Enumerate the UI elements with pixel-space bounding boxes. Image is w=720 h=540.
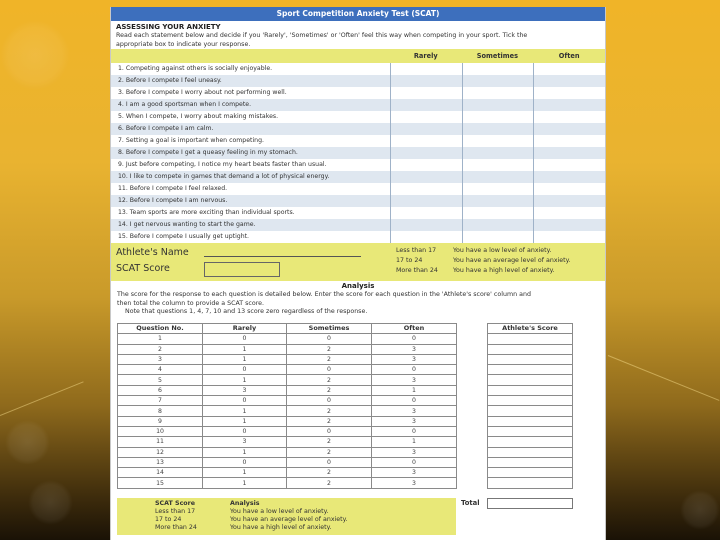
score-table-row xyxy=(118,416,457,426)
question-text: 10. I like to compete in games that demand a lot of physical energy. xyxy=(118,173,330,180)
question-row xyxy=(111,147,605,159)
athlete-score-row xyxy=(488,468,573,478)
total-field[interactable] xyxy=(487,498,573,509)
question-text: 9. Just before competing, I notice my heart beats faster than usual. xyxy=(118,161,327,168)
athlete-score-row xyxy=(488,354,573,364)
athlete-score-row xyxy=(488,344,573,354)
tick-box-sometimes[interactable] xyxy=(462,207,534,219)
athlete-score-header: Athlete's Score xyxy=(488,324,573,334)
question-row xyxy=(111,171,605,183)
scale-meaning: You have a low level of anxiety. xyxy=(453,247,552,254)
summary-meaning: You have a low level of anxiety. xyxy=(230,508,329,515)
athlete-score-row xyxy=(488,406,573,416)
cell-sometimes: 0 xyxy=(287,365,372,375)
tick-box-sometimes[interactable] xyxy=(462,231,534,243)
background-swoosh-line xyxy=(0,381,84,416)
cell-often: 0 xyxy=(372,365,457,375)
cell-sometimes: 0 xyxy=(287,426,372,436)
question-text: 2. Before I compete I feel uneasy. xyxy=(118,77,222,84)
question-text: 6. Before I compete I am calm. xyxy=(118,125,214,132)
score-table-row xyxy=(118,468,457,478)
questionnaire-table xyxy=(111,49,605,243)
question-row xyxy=(111,111,605,123)
cell-rarely: 3 xyxy=(203,437,287,447)
cell-sometimes: 0 xyxy=(287,396,372,406)
cell-rarely: 1 xyxy=(203,354,287,364)
tick-box-often[interactable] xyxy=(533,219,605,231)
athlete-score-cell[interactable] xyxy=(488,365,573,375)
summary-row xyxy=(155,516,456,524)
question-text: 12. Before I compete I am nervous. xyxy=(118,197,228,204)
analysis-text-line1: The score for the response to each question is detailed below. Enter the score for each question in the 'Athlete's score' column and xyxy=(117,291,531,298)
athlete-score-row xyxy=(488,416,573,426)
tick-box-sometimes[interactable] xyxy=(462,63,534,75)
cell-often: 3 xyxy=(372,478,457,488)
tick-box-sometimes[interactable] xyxy=(462,159,534,171)
cell-often: 3 xyxy=(372,344,457,354)
tick-box-sometimes[interactable] xyxy=(462,111,534,123)
background-flower-decoration xyxy=(28,480,73,525)
cell-rarely: 0 xyxy=(203,334,287,344)
cell-often: 3 xyxy=(372,406,457,416)
tick-box-sometimes[interactable] xyxy=(462,171,534,183)
intro-instructions-line1: Read each statement below and decide if you 'Rarely', 'Sometimes' or 'Often' feel this way when competing in your sport. Tick the xyxy=(116,32,528,39)
summary-meaning: You have an average level of anxiety. xyxy=(230,516,348,523)
cell-often: 3 xyxy=(372,354,457,364)
cell-question-no: 12 xyxy=(118,447,203,457)
scat-summary-box xyxy=(117,498,456,535)
header-sometimes: Sometimes xyxy=(287,324,372,334)
tick-box-sometimes[interactable] xyxy=(462,87,534,99)
analysis-heading: Analysis xyxy=(341,282,375,290)
athlete-name-field[interactable] xyxy=(204,256,361,257)
cell-rarely: 1 xyxy=(203,478,287,488)
tick-box-sometimes[interactable] xyxy=(462,135,534,147)
question-row xyxy=(111,99,605,111)
intro-instructions-line2: appropriate box to indicate your response. xyxy=(116,40,251,48)
tick-box-rarely[interactable] xyxy=(390,195,462,207)
header-question-no: Question No. xyxy=(118,324,203,334)
cell-rarely: 0 xyxy=(203,457,287,467)
cell-question-no: 10 xyxy=(118,426,203,436)
cell-sometimes: 2 xyxy=(287,416,372,426)
athlete-score-cell[interactable] xyxy=(488,406,573,416)
question-row xyxy=(111,87,605,99)
question-text: 3. Before I compete I worry about not performing well. xyxy=(118,89,287,96)
score-scale-legend xyxy=(396,246,570,276)
tick-box-sometimes[interactable] xyxy=(462,123,534,135)
tick-box-often[interactable] xyxy=(533,123,605,135)
athlete-score-row xyxy=(488,365,573,375)
cell-question-no: 8 xyxy=(118,406,203,416)
question-row xyxy=(111,63,605,75)
background-flower-decoration xyxy=(0,20,70,90)
cell-question-no: 4 xyxy=(118,365,203,375)
cell-question-no: 14 xyxy=(118,468,203,478)
cell-question-no: 15 xyxy=(118,478,203,488)
summary-meaning: You have a high level of anxiety. xyxy=(230,524,332,531)
score-table-row xyxy=(118,354,457,364)
tick-box-often[interactable] xyxy=(533,195,605,207)
question-text: 14. I get nervous wanting to start the game. xyxy=(118,221,256,228)
scale-meaning: You have an average level of anxiety. xyxy=(453,257,571,264)
athlete-score-cell[interactable] xyxy=(488,375,573,385)
tick-box-often[interactable] xyxy=(533,231,605,243)
header-rarely: Rarely xyxy=(203,324,287,334)
score-table-row xyxy=(118,437,457,447)
athlete-score-cell[interactable] xyxy=(488,385,573,395)
question-text: 5. When I compete, I worry about making mistakes. xyxy=(118,113,279,120)
score-table-row xyxy=(118,396,457,406)
score-table-row xyxy=(118,478,457,488)
cell-often: 1 xyxy=(372,437,457,447)
analysis-text-line2: then total the column to provide a SCAT score. xyxy=(117,299,265,307)
cell-often: 3 xyxy=(372,375,457,385)
cell-rarely: 1 xyxy=(203,375,287,385)
question-row xyxy=(111,183,605,195)
summary-row xyxy=(155,524,456,532)
cell-rarely: 1 xyxy=(203,416,287,426)
cell-often: 0 xyxy=(372,426,457,436)
tick-box-rarely[interactable] xyxy=(390,111,462,123)
athlete-score-row xyxy=(488,385,573,395)
cell-sometimes: 2 xyxy=(287,375,372,385)
score-table-row xyxy=(118,344,457,354)
question-text: 1. Competing against others is socially enjoyable. xyxy=(118,65,273,72)
score-table-row xyxy=(118,334,457,344)
cell-sometimes: 2 xyxy=(287,406,372,416)
question-text: 13. Team sports are more exciting than individual sports. xyxy=(118,209,295,216)
athlete-score-row xyxy=(488,334,573,344)
tick-box-often[interactable] xyxy=(533,87,605,99)
tick-box-often[interactable] xyxy=(533,183,605,195)
scale-meaning: You have a high level of anxiety. xyxy=(453,267,555,274)
question-row xyxy=(111,135,605,147)
scat-document xyxy=(110,7,606,540)
tick-box-sometimes[interactable] xyxy=(462,147,534,159)
cell-question-no: 7 xyxy=(118,396,203,406)
athlete-score-cell[interactable] xyxy=(488,447,573,457)
question-text: 4. I am a good sportsman when I compete. xyxy=(118,101,252,108)
question-row xyxy=(111,159,605,171)
athlete-score-cell[interactable] xyxy=(488,457,573,467)
scale-row xyxy=(396,266,570,276)
column-header-sometimes: Sometimes xyxy=(476,52,519,60)
scale-row xyxy=(396,246,570,256)
tick-box-rarely[interactable] xyxy=(390,159,462,171)
cell-sometimes: 2 xyxy=(287,385,372,395)
tick-box-rarely[interactable] xyxy=(390,75,462,87)
tick-box-often[interactable] xyxy=(533,111,605,123)
tick-box-sometimes[interactable] xyxy=(462,219,534,231)
score-table-row xyxy=(118,406,457,416)
scale-range: Less than 17 xyxy=(396,247,437,254)
tick-box-rarely[interactable] xyxy=(390,87,462,99)
question-row xyxy=(111,123,605,135)
scale-row xyxy=(396,256,570,266)
athlete-score-cell[interactable] xyxy=(488,334,573,344)
tick-box-often[interactable] xyxy=(533,135,605,147)
cell-question-no: 2 xyxy=(118,344,203,354)
cell-sometimes: 2 xyxy=(287,354,372,364)
scale-range: 17 to 24 xyxy=(396,257,423,264)
tick-box-rarely[interactable] xyxy=(390,63,462,75)
question-text: 15. Before I compete I usually get uptight. xyxy=(118,233,250,240)
background-swoosh-line xyxy=(608,355,720,401)
cell-rarely: 1 xyxy=(203,447,287,457)
question-row xyxy=(111,75,605,87)
cell-sometimes: 0 xyxy=(287,457,372,467)
header-often: Often xyxy=(372,324,457,334)
cell-often: 0 xyxy=(372,396,457,406)
tick-box-often[interactable] xyxy=(533,159,605,171)
question-text: 8. Before I compete I get a queasy feeling in my stomach. xyxy=(118,149,298,156)
cell-question-no: 9 xyxy=(118,416,203,426)
cell-question-no: 6 xyxy=(118,385,203,395)
cell-sometimes: 2 xyxy=(287,468,372,478)
athlete-name-label: Athlete's Name xyxy=(116,247,189,258)
cell-question-no: 5 xyxy=(118,375,203,385)
athlete-info-band xyxy=(111,243,605,281)
score-table-header-row xyxy=(118,324,457,334)
scale-range: More than 24 xyxy=(396,267,438,274)
athlete-score-table xyxy=(487,323,573,489)
background-flower-decoration xyxy=(680,490,720,530)
questionnaire-header-row xyxy=(111,49,605,63)
question-text: 11. Before I compete I feel relaxed. xyxy=(118,185,228,192)
analysis-section xyxy=(111,282,605,531)
tick-box-rarely[interactable] xyxy=(390,219,462,231)
column-header-often: Often xyxy=(558,52,580,60)
tick-box-rarely[interactable] xyxy=(390,231,462,243)
athlete-score-cell[interactable] xyxy=(488,437,573,447)
tick-box-often[interactable] xyxy=(533,99,605,111)
question-row xyxy=(111,195,605,207)
score-table xyxy=(117,323,457,489)
tick-box-rarely[interactable] xyxy=(390,207,462,219)
summary-row xyxy=(155,508,456,516)
summary-header-score: SCAT Score xyxy=(155,500,195,507)
summary-range: More than 24 xyxy=(155,524,197,531)
cell-often: 0 xyxy=(372,334,457,344)
background-flower-decoration xyxy=(5,420,50,465)
cell-sometimes: 2 xyxy=(287,437,372,447)
cell-question-no: 1 xyxy=(118,334,203,344)
cell-rarely: 1 xyxy=(203,468,287,478)
cell-rarely: 0 xyxy=(203,396,287,406)
summary-header-analysis: Analysis xyxy=(230,500,260,507)
document-title: Sport Competition Anxiety Test (SCAT) xyxy=(111,7,605,21)
athlete-score-cell[interactable] xyxy=(488,396,573,406)
intro-heading: ASSESSING YOUR ANXIETY xyxy=(116,23,221,31)
score-table-row xyxy=(118,447,457,457)
athlete-score-cell[interactable] xyxy=(488,344,573,354)
question-text: 7. Setting a goal is important when competing. xyxy=(118,137,264,144)
cell-often: 3 xyxy=(372,447,457,457)
athlete-score-row xyxy=(488,426,573,436)
analysis-note: Note that questions 1, 4, 7, 10 and 13 score zero regardless of the response. xyxy=(125,308,368,315)
question-row xyxy=(111,219,605,231)
summary-range: 17 to 24 xyxy=(155,516,182,523)
athlete-score-row xyxy=(488,447,573,457)
cell-rarely: 0 xyxy=(203,365,287,375)
cell-sometimes: 2 xyxy=(287,478,372,488)
athlete-score-cell[interactable] xyxy=(488,468,573,478)
tick-box-rarely[interactable] xyxy=(390,135,462,147)
cell-question-no: 13 xyxy=(118,457,203,467)
tick-box-often[interactable] xyxy=(533,75,605,87)
cell-rarely: 1 xyxy=(203,344,287,354)
cell-often: 3 xyxy=(372,416,457,426)
athlete-score-cell[interactable] xyxy=(488,426,573,436)
score-table-row xyxy=(118,457,457,467)
summary-header-row xyxy=(155,500,456,508)
athlete-score-row xyxy=(488,396,573,406)
cell-question-no: 3 xyxy=(118,354,203,364)
tick-box-rarely[interactable] xyxy=(390,99,462,111)
total-label: Total xyxy=(461,499,480,507)
tick-box-sometimes[interactable] xyxy=(462,75,534,87)
tick-box-sometimes[interactable] xyxy=(462,195,534,207)
cell-sometimes: 0 xyxy=(287,334,372,344)
tick-box-often[interactable] xyxy=(533,63,605,75)
cell-often: 3 xyxy=(372,468,457,478)
athlete-score-row xyxy=(488,457,573,467)
tick-box-rarely[interactable] xyxy=(390,147,462,159)
cell-often: 1 xyxy=(372,385,457,395)
score-table-row xyxy=(118,385,457,395)
tick-box-rarely[interactable] xyxy=(390,183,462,195)
intro-section xyxy=(111,21,605,49)
cell-question-no: 11 xyxy=(118,437,203,447)
tick-box-sometimes[interactable] xyxy=(462,99,534,111)
scat-score-field[interactable] xyxy=(204,262,280,277)
cell-rarely: 1 xyxy=(203,406,287,416)
summary-range: Less than 17 xyxy=(155,508,196,515)
athlete-score-header-row xyxy=(488,324,573,334)
athlete-score-cell[interactable] xyxy=(488,478,573,488)
tick-box-sometimes[interactable] xyxy=(462,183,534,195)
score-table-row xyxy=(118,426,457,436)
score-table-row xyxy=(118,365,457,375)
questionnaire-rows xyxy=(111,63,605,243)
tick-box-rarely[interactable] xyxy=(390,123,462,135)
question-row xyxy=(111,207,605,219)
cell-often: 0 xyxy=(372,457,457,467)
athlete-score-row xyxy=(488,437,573,447)
cell-sometimes: 2 xyxy=(287,344,372,354)
scat-score-label: SCAT Score xyxy=(116,263,170,274)
athlete-score-row xyxy=(488,478,573,488)
athlete-score-cell[interactable] xyxy=(488,354,573,364)
tick-box-rarely[interactable] xyxy=(390,171,462,183)
tick-box-often[interactable] xyxy=(533,207,605,219)
score-table-row xyxy=(118,375,457,385)
question-row xyxy=(111,231,605,243)
column-header-rarely: Rarely xyxy=(413,52,438,60)
athlete-score-cell[interactable] xyxy=(488,416,573,426)
statement-column-header xyxy=(111,49,390,63)
athlete-score-row xyxy=(488,375,573,385)
cell-rarely: 0 xyxy=(203,426,287,436)
tick-box-often[interactable] xyxy=(533,147,605,159)
cell-sometimes: 2 xyxy=(287,447,372,457)
tick-box-often[interactable] xyxy=(533,171,605,183)
cell-rarely: 3 xyxy=(203,385,287,395)
